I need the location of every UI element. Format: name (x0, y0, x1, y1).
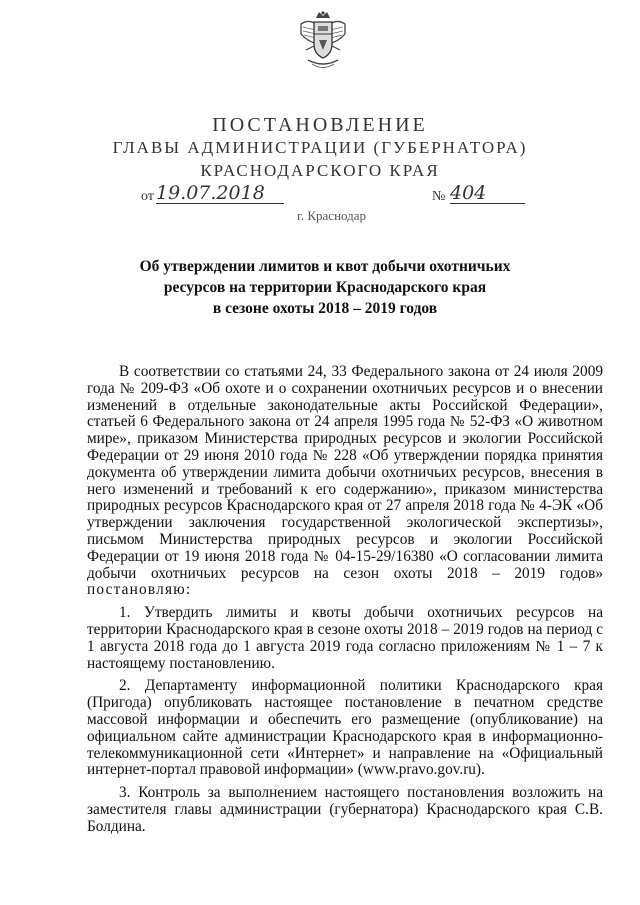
document-body (87, 364, 603, 836)
document-type: ПОСТАНОВЛЕНИЕ (212, 114, 428, 136)
document-date: 19.07.2018 (156, 183, 284, 204)
issuer-line-2: КРАСНОДАРСКОГО КРАЯ (200, 161, 440, 180)
date-prefix: от (141, 189, 154, 204)
preamble-paragraph (87, 364, 603, 599)
clause-2: 2. Департаменту информационной политики Краснодарского края (Пригода) опубликовать настоящее постановление в печатном средстве массовой информации и обеспечить его размещение (опубликование) на официальном сайте администрации Краснодарского края в информационно-телекоммуникационной сети «Интернет» и направление на «Официальный интернет-портал правовой информации» (www.pravo.gov.ru). (87, 677, 603, 779)
clause-1: 1. Утвердить лимиты и квоты добычи охотничьих ресурсов на территории Краснодарского края в сезоне охоты 2018 – 2019 годов на период с 1 августа 2018 года до 1 августа 2019 года согласно приложениям № 1 – 7 к настоящему постановлению. (87, 604, 603, 672)
document-number: 404 (450, 183, 525, 204)
title-line: ресурсов на территории Краснодарского края (163, 279, 487, 296)
clause-3: 3. Контроль за выполнением настоящего постановления возложить на заместителя главы администрации (губернатора) Краснодарского края С.В. Болдина. (87, 784, 603, 835)
date-number-line (0, 181, 640, 211)
resolve-word: постановляю: (87, 581, 192, 599)
city: г. Краснодар (297, 208, 367, 223)
document-title (120, 256, 530, 319)
coat-of-arms-icon (298, 10, 348, 72)
title-line: в сезоне охоты 2018 – 2019 годов (212, 300, 438, 317)
number-prefix: № (432, 189, 446, 204)
preamble-text: В соответствии со статьями 24, 33 Федерального закона от 24 июля 2009 года № 209-ФЗ «Об охоте и о сохранении охотничьих ресурсов и о внесении изменений в отдельные законодательные акты Российской Федерации», статьей 6 Федерального закона от 24 апреля 1995 года № 52-ФЗ «О животном мире», приказом Министерства природных ресурсов и экологии Российской Федерации от 29 июня 2010 года № 228 «Об утверждении порядка принятия документа об утверждении лимита добычи охотничьих ресурсов, внесения в него изменений и требований к его содержанию», приказом министерства природных ресурсов Краснодарского края от 27 апреля 2018 года № 4-ЭК «Об утверждении заключения государственной экологической экспертизы», письмом Министерства природных ресурсов и экологии Российской Федерации от 19 июня 2018 года № 04-15-29/16380 «О согласовании лимита добычи охотничьих ресурсов на сезон охоты 2018 – 2019 годов» (87, 363, 603, 582)
title-line: Об утверждении лимитов и квот добычи охотничьих (139, 258, 511, 275)
issuer-line-1: ГЛАВЫ АДМИНИСТРАЦИИ (ГУБЕРНАТОРА) (112, 138, 528, 157)
